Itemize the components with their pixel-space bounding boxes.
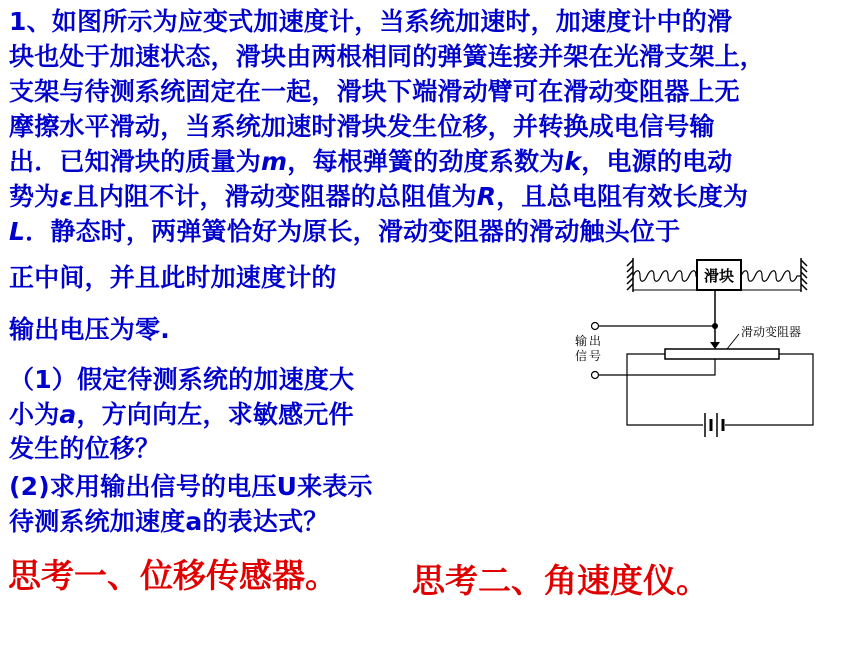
slide-contact-arrow [710, 342, 720, 349]
left-spring [633, 271, 701, 282]
rheostat [665, 349, 779, 359]
problem-text: 势为 [9, 182, 60, 211]
output-label-3: 信 [575, 349, 588, 363]
problem-text: 且内阻不计，滑动变阻器的总阻值为 [73, 182, 477, 211]
problem-text: ，方向向左，求敏感元件 [76, 400, 354, 429]
output-terminal-top [592, 323, 599, 330]
output-label-4: 号 [589, 349, 602, 363]
problem-text: 发生的位移？ [9, 434, 161, 463]
problem-line-9 [9, 312, 170, 348]
problem-line-2 [9, 39, 765, 75]
problem-line-6 [9, 179, 748, 215]
variable-symbol: a [59, 400, 77, 429]
problem-line-4 [9, 109, 715, 145]
problem-text: ，电源的电动 [581, 147, 733, 176]
variable-symbol: k [564, 147, 582, 176]
problem-text: （1）假定待测系统的加速度大 [9, 365, 355, 394]
problem-text: 支架与待测系统固定在一起，滑块下端滑动臂可在滑动变阻器上无 [9, 77, 740, 106]
problem-line-7 [9, 214, 680, 250]
problem-text: ．静态时，两弹簧恰好为原长，滑动变阻器的滑动触头位于 [25, 217, 681, 246]
problem-text: 正中间，并且此时加速度计的 [9, 263, 337, 292]
problem-text: 待测系统加速度a的表达式？ [9, 507, 329, 536]
left-wall [627, 258, 633, 292]
right-spring [741, 271, 801, 282]
variable-symbol: L [9, 217, 26, 246]
problem-line-8 [9, 260, 337, 296]
problem-text: 摩擦水平滑动，当系统加速时滑块发生位移，并转换成电信号输 [9, 112, 715, 141]
problem-text: (2)求用输出信号的电压U来表示 [9, 472, 373, 501]
problem-line-12 [9, 431, 160, 467]
circuit-wires [599, 354, 813, 425]
variable-symbol: R [476, 182, 497, 211]
problem-text: ，且总电阻有效长度为 [496, 182, 749, 211]
output-label-1: 输 [575, 334, 588, 348]
problem-line-13 [9, 469, 373, 505]
problem-text: 出．已知滑块的质量为 [9, 147, 262, 176]
problem-line-5 [9, 144, 733, 180]
problem-text: 输出电压为零. [9, 315, 170, 344]
problem-text: ，每根弹簧的劲度系数为 [287, 147, 565, 176]
rheostat-leader [727, 334, 739, 349]
slider-label: 滑块 [703, 267, 735, 285]
right-wall [801, 258, 807, 292]
rheostat-label: 滑动变阻器 [741, 325, 802, 339]
battery-icon [705, 413, 723, 437]
problem-line-14 [9, 504, 328, 540]
variable-symbol: ε [59, 182, 74, 211]
problem-line-11 [9, 397, 354, 433]
problem-line-1 [9, 4, 732, 40]
problem-line-10 [9, 362, 354, 398]
thinking-two: 思考二、角速度仪。 [412, 561, 709, 600]
accelerometer-diagram [555, 250, 845, 445]
output-label-2: 出 [589, 334, 602, 348]
problem-text: 小为 [9, 400, 60, 429]
thinking-one: 思考一、位移传感器。 [8, 556, 338, 595]
problem-text: 1、如图所示为应变式加速度计，当系统加速时，加速度计中的滑 [9, 7, 733, 36]
output-terminal-bottom [592, 372, 599, 379]
problem-text: 块也处于加速状态，滑块由两根相同的弹簧连接并架在光滑支架上， [9, 42, 766, 71]
variable-symbol: m [261, 147, 288, 176]
problem-line-3 [9, 74, 740, 110]
